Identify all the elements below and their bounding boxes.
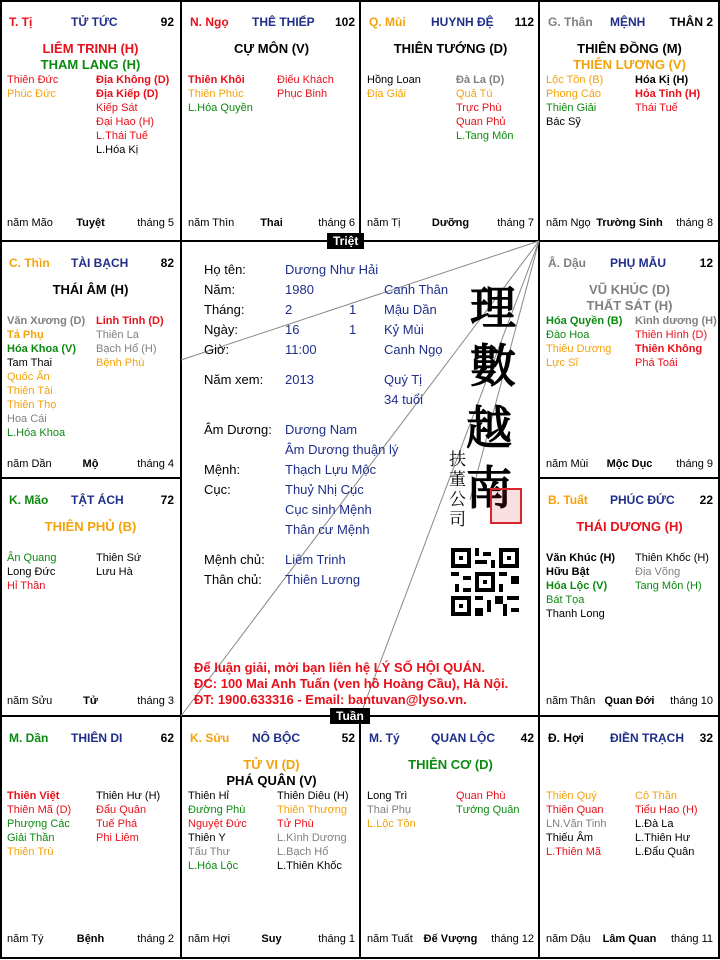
minor-star: Thiếu Dương <box>546 343 612 355</box>
minor-star: Hữu Bật <box>546 566 590 578</box>
footer-stage: Mộ <box>82 458 99 470</box>
minor-star: Kiếp Sát <box>96 102 138 114</box>
menh-value: Thạch Lựu Mộc <box>285 462 377 477</box>
palace-name: TÀI BẠCH <box>71 256 129 270</box>
minor-star: Hồng Loan <box>367 74 421 86</box>
footer-stage: Thai <box>260 217 283 229</box>
minor-star: Thiên Y <box>188 832 226 844</box>
minor-star: Long Trì <box>367 790 408 802</box>
minor-star: Hóa Kị (H) <box>635 74 689 86</box>
footer-month: tháng 1 <box>318 933 355 945</box>
minor-star: Thanh Long <box>546 608 605 620</box>
palace-header <box>9 15 174 31</box>
nam-xem-can: Quý Tị <box>384 372 423 387</box>
minor-stars-right <box>635 73 720 115</box>
minor-star: Ân Quang <box>7 552 57 564</box>
minor-stars-right <box>277 789 365 873</box>
footer-stage: Bệnh <box>76 933 105 945</box>
minor-stars-left <box>188 789 276 873</box>
palace-footer <box>367 933 534 947</box>
palace-ti[interactable] <box>1 1 180 239</box>
minor-star: Phá Toái <box>635 357 678 369</box>
palace-name: TẬT ÁCH <box>71 493 124 507</box>
thang-label: Tháng: <box>204 302 245 317</box>
minor-stars-left <box>188 73 276 115</box>
gio-can: Canh Ngọ <box>384 342 443 357</box>
minor-stars-left <box>367 789 455 831</box>
minor-star: Đào Hoa <box>546 329 590 341</box>
footer-year: năm Ngọ <box>546 217 591 229</box>
palace-position: N. Ngọ <box>190 15 229 29</box>
minor-star: Quốc Ấn <box>7 371 50 383</box>
palace-name: THIÊN DI <box>71 731 123 745</box>
minor-star: Lưu Hà <box>96 566 133 578</box>
palace-header <box>9 731 174 747</box>
footer-month: tháng 3 <box>137 695 174 707</box>
palace-than[interactable] <box>540 1 719 239</box>
palace-position: K. Sửu <box>190 731 230 745</box>
minor-star: Bác Sỹ <box>546 116 581 128</box>
calligraphy-char-1: 理 <box>470 281 516 335</box>
minor-star: Tam Thai <box>7 357 53 369</box>
minor-star: L.Hóa Kị <box>96 144 139 156</box>
calligraphy-char-3: 越 <box>466 401 512 455</box>
minor-star: Thiên Tài <box>7 385 53 397</box>
palace-header <box>190 731 355 747</box>
palace-number: 112 <box>514 15 534 29</box>
minor-star: Thiên Khôi <box>188 74 245 86</box>
footer-month: tháng 7 <box>497 217 534 229</box>
thang-can: Mậu Dần <box>384 302 437 317</box>
palace-header <box>548 256 713 272</box>
minor-stars-right <box>635 551 720 593</box>
minor-star: Phi Liêm <box>96 832 139 844</box>
minor-star: Đường Phù <box>188 804 246 816</box>
main-star: LIÊM TRINH (H) <box>42 41 139 56</box>
palace-hoi[interactable] <box>540 717 719 955</box>
palace-suu[interactable] <box>182 717 361 955</box>
main-star: CỰ MÔN (V) <box>233 41 310 56</box>
minor-star: L.Tang Môn <box>456 130 514 142</box>
palace-header <box>9 493 174 509</box>
minor-star: Thiên La <box>96 329 139 341</box>
minor-star: Tả Phụ <box>7 329 44 341</box>
am-duong-label: Âm Dương: <box>204 422 272 437</box>
palace-number: 82 <box>160 256 174 270</box>
minor-star: Quả Tú <box>456 88 493 100</box>
footer-stage: Tuyệt <box>76 217 105 229</box>
minor-star: Thiên Quan <box>546 804 604 816</box>
footer-stage: Lâm Quan <box>602 933 657 945</box>
palace-position: M. Tý <box>369 731 400 745</box>
minor-star: Hóa Lộc (V) <box>546 580 608 592</box>
cuc-2: Cục sinh Mệnh <box>285 502 372 517</box>
minor-star: Trực Phù <box>456 102 502 114</box>
minor-star: Hỉ Thần <box>7 580 46 592</box>
minor-star: Thiên Hình (D) <box>635 329 708 341</box>
calligraphy-small: 扶董公司 <box>449 450 466 530</box>
palace-position: K. Mão <box>9 493 49 507</box>
am-duong-value: Dương Nam <box>285 422 358 437</box>
minor-star: LN.Văn Tinh <box>546 818 607 830</box>
main-star: THẤT SÁT (H) <box>586 298 673 313</box>
minor-stars-right <box>96 314 184 370</box>
palace-footer <box>546 933 713 947</box>
palace-position: G. Thân <box>548 15 593 29</box>
minor-stars-left <box>546 314 634 370</box>
minor-star: Đà La (D) <box>456 74 505 86</box>
palace-name: TỬ TỨC <box>71 15 118 29</box>
minor-star: Phượng Các <box>7 818 70 830</box>
minor-star: Hoa Cái <box>7 413 47 425</box>
minor-star: Phong Cáo <box>546 88 602 100</box>
minor-star: Thiên Khốc (H) <box>635 552 709 564</box>
palace-footer <box>7 217 174 231</box>
minor-star: Thái Tuế <box>635 102 678 114</box>
palace-number: 32 <box>699 731 713 745</box>
minor-star: Thiên Mã (D) <box>7 804 72 816</box>
minor-stars-right <box>635 789 720 859</box>
minor-star: Tiểu Hao (H) <box>635 804 698 816</box>
nam-value: 1980 <box>285 282 314 297</box>
minor-stars-right <box>96 551 184 579</box>
footer-month: tháng 2 <box>137 933 174 945</box>
footer-month: tháng 6 <box>318 217 355 229</box>
footer-year: năm Mùi <box>546 458 589 470</box>
palace-number: 102 <box>334 15 355 29</box>
palace-mao[interactable] <box>1 479 180 717</box>
minor-stars-left <box>7 789 95 859</box>
palace-header <box>9 256 174 272</box>
minor-star: Hóa Quyền (B) <box>546 315 623 327</box>
ngay-label: Ngày: <box>204 322 238 337</box>
minor-star: L.Thiên Khốc <box>277 860 342 872</box>
contact-line-1: Để luận giải, mời bạn liên hệ LÝ SỐ HỘI QUÁN. <box>194 660 485 675</box>
minor-stars-left <box>546 789 634 859</box>
palace-footer <box>7 933 174 947</box>
palace-number: 62 <box>160 731 174 745</box>
minor-star: L.Bạch Hổ <box>277 846 329 858</box>
nam-label: Năm: <box>204 282 236 297</box>
minor-star: Long Đức <box>7 566 56 578</box>
footer-stage: Đế Vượng <box>423 933 478 945</box>
minor-stars-left <box>546 73 634 129</box>
palace-name: PHÚC ĐỨC <box>610 493 675 507</box>
nam-can: Canh Thân <box>384 282 449 297</box>
main-star: THIÊN CƠ (D) <box>408 757 493 772</box>
palace-number: 22 <box>699 493 713 507</box>
palace-footer <box>546 695 713 709</box>
minor-star: Điếu Khách <box>277 74 334 86</box>
minor-star: Kình dương (H) <box>635 315 717 327</box>
minor-star: Văn Xương (D) <box>7 315 86 327</box>
footer-month: tháng 8 <box>676 217 713 229</box>
main-star: THIÊN TƯỚNG (D) <box>393 41 508 56</box>
minor-star: Thiên Không <box>635 343 703 355</box>
minor-star: Phúc Đức <box>7 88 56 100</box>
palace-header <box>548 15 713 31</box>
main-star: THÁI ÂM (H) <box>52 282 129 297</box>
footer-year: năm Sửu <box>7 695 53 707</box>
minor-star: Tướng Quân <box>456 804 520 816</box>
minor-star: Lực Sĩ <box>546 357 579 369</box>
menh-chu-label: Mệnh chủ: <box>204 552 265 567</box>
minor-star: Tang Môn (H) <box>635 580 702 592</box>
palace-number: 72 <box>160 493 174 507</box>
minor-star: Phục Binh <box>277 88 328 100</box>
minor-star: Thiên Trù <box>7 846 54 858</box>
minor-star: Thiên Thương <box>277 804 348 816</box>
footer-month: tháng 11 <box>670 933 713 945</box>
minor-stars-right <box>277 73 365 101</box>
menh-label: Mệnh: <box>204 462 241 477</box>
minor-star: L.Kình Dương <box>277 832 347 844</box>
palace-position: M. Dần <box>9 731 49 745</box>
palace-number: 42 <box>520 731 534 745</box>
palace-name: ĐIỀN TRẠCH <box>610 731 684 745</box>
main-star: TỬ VI (D) <box>243 757 300 772</box>
footer-year: năm Tý <box>7 933 44 945</box>
contact-line-3: ĐT: 1900.633316 - Email: bantuvan@lyso.vn. <box>194 692 467 707</box>
palace-header <box>548 731 713 747</box>
minor-star: L.Hóa Quyền <box>188 102 253 114</box>
minor-star: Bát Tọa <box>546 594 585 606</box>
minor-star: Bệnh Phù <box>96 357 145 369</box>
palace-number: 12 <box>699 256 713 270</box>
footer-stage: Suy <box>261 933 282 945</box>
am-duong-2: Âm Dương thuận lý <box>285 442 399 457</box>
minor-star: Giải Thần <box>7 832 55 844</box>
minor-stars-right <box>96 789 184 845</box>
minor-star: Lộc Tồn (B) <box>546 74 604 86</box>
thang-value: 2 <box>285 302 293 317</box>
minor-star: L.Đà La <box>635 818 674 830</box>
footer-year: năm Mão <box>7 217 53 229</box>
tuoi-value: 34 tuổi <box>384 392 424 407</box>
palace-name: PHỤ MẪU <box>610 256 666 270</box>
footer-stage: Tử <box>83 695 98 707</box>
minor-star: Địa Kiếp (D) <box>96 88 159 100</box>
minor-star: Hỏa Tinh (H) <box>635 88 701 100</box>
palace-position: B. Tuất <box>548 493 588 507</box>
qr-code <box>451 548 519 616</box>
minor-stars-right <box>456 73 544 143</box>
palace-header <box>190 15 355 31</box>
footer-month: tháng 12 <box>491 933 534 945</box>
footer-year: năm Hợi <box>188 933 231 945</box>
ho-ten-value: Dương Như Hải <box>285 262 379 277</box>
palace-name: QUAN LỘC <box>431 731 495 745</box>
minor-star: Văn Khúc (H) <box>546 552 616 564</box>
main-star: PHÁ QUÂN (V) <box>226 773 317 788</box>
minor-star: Thai Phụ <box>367 804 412 816</box>
minor-star: Đại Hao (H) <box>96 116 155 128</box>
palace-ngo[interactable] <box>182 1 361 239</box>
main-star: THÁI DƯƠNG (H) <box>576 519 683 534</box>
minor-star: L.Đẩu Quân <box>635 846 695 858</box>
minor-star: Thiên Sứ <box>96 552 142 564</box>
than-chu-value: Thiên Lương <box>285 572 361 587</box>
palace-number: THÂN 2 <box>669 15 713 29</box>
minor-star: Bạch Hổ (H) <box>96 343 157 355</box>
than-chu-label: Thân chủ: <box>204 572 262 587</box>
minor-star: Địa Giải <box>367 88 407 100</box>
main-star: THIÊN ĐỒNG (M) <box>577 41 682 56</box>
nam-xem-label: Năm xem: <box>204 372 264 387</box>
minor-star: L.Thiên Hư <box>635 832 691 844</box>
palace-dau[interactable] <box>540 242 719 480</box>
minor-star: Tử Phù <box>277 818 314 830</box>
minor-star: L.Thái Tuế <box>96 130 148 142</box>
palace-footer <box>188 933 355 947</box>
nam-xem-value: 2013 <box>285 372 314 387</box>
footer-year: năm Dần <box>7 458 52 470</box>
cuc-label: Cục: <box>204 482 231 497</box>
minor-stars-left <box>367 73 455 101</box>
palace-footer <box>188 217 355 231</box>
footer-stage: Dưỡng <box>431 217 470 229</box>
minor-star: L.Hóa Lộc <box>188 860 239 872</box>
footer-year: năm Thìn <box>188 217 235 229</box>
minor-star: Tuế Phá <box>96 818 138 830</box>
palace-number: 92 <box>160 15 174 29</box>
footer-year: năm Tuất <box>367 933 413 945</box>
footer-month: tháng 5 <box>137 217 174 229</box>
ngay-can: Kỷ Mùi <box>384 322 424 337</box>
main-star: THIÊN LƯƠNG (V) <box>573 57 686 72</box>
palace-tuat[interactable] <box>540 479 719 717</box>
cuc-value: Thuỷ Nhị Cục <box>285 482 364 497</box>
minor-star: L.Lộc Tồn <box>367 818 416 830</box>
palace-name: MỆNH <box>610 15 646 29</box>
minor-star: Thiên Thọ <box>7 399 57 411</box>
minor-star: Đẩu Quân <box>96 804 147 816</box>
minor-star: Quan Phù <box>456 790 506 802</box>
minor-stars-left <box>7 73 95 101</box>
minor-star: Tấu Thư <box>188 846 231 858</box>
triet-tag: Triệt <box>327 233 364 249</box>
palace-name: HUYNH ĐỆ <box>431 15 494 29</box>
minor-star: Địa Không (D) <box>96 74 170 86</box>
main-star: VŨ KHÚC (D) <box>589 282 670 297</box>
minor-stars-right <box>96 73 184 157</box>
palace-name: NÔ BỘC <box>252 731 300 745</box>
minor-star: Thiên Đức <box>7 74 59 86</box>
main-star: THAM LANG (H) <box>40 57 141 72</box>
footer-stage: Mộc Dục <box>606 458 653 470</box>
cuc-3: Thân cư Mệnh <box>285 522 370 537</box>
minor-star: Thiên Việt <box>7 790 60 802</box>
calligraphy-char-2: 數 <box>470 339 516 393</box>
palace-mui[interactable] <box>361 1 540 239</box>
palace-position: T. Tị <box>9 15 33 29</box>
main-star: THIÊN PHỦ (B) <box>44 519 137 534</box>
palace-footer <box>367 217 534 231</box>
minor-stars-right <box>456 789 544 817</box>
calligraphy-char-4: 南 <box>466 461 512 515</box>
red-seal <box>490 488 522 524</box>
minor-star: L.Thiên Mã <box>546 846 602 858</box>
minor-stars-right <box>635 314 720 370</box>
minor-star: Thiên Hư (H) <box>96 790 161 802</box>
menh-chu-value: Liêm Trinh <box>285 552 346 567</box>
minor-star: Thiên Hỉ <box>188 790 229 802</box>
palace-position: Q. Mùi <box>369 15 406 29</box>
minor-star: Linh Tinh (D) <box>96 315 164 327</box>
minor-star: Thiên Diêu (H) <box>277 790 349 802</box>
minor-stars-left <box>546 551 634 621</box>
minor-star: Nguyệt Đức <box>188 818 247 830</box>
minor-star: Quan Phủ <box>456 116 506 128</box>
palace-header <box>369 15 534 31</box>
palace-position: Â. Dậu <box>548 256 587 270</box>
minor-star: Thiên Phúc <box>188 88 244 100</box>
footer-month: tháng 10 <box>670 695 713 707</box>
footer-month: tháng 9 <box>676 458 713 470</box>
palace-header <box>369 731 534 747</box>
minor-star: Thiếu Âm <box>546 832 594 844</box>
thang-am: 1 <box>349 302 357 317</box>
footer-stage: Trường Sinh <box>596 217 663 229</box>
palace-thin[interactable] <box>1 242 180 480</box>
palace-position: C. Thìn <box>9 256 50 270</box>
footer-stage: Quan Đới <box>604 695 655 707</box>
palace-name: THÊ THIẾP <box>252 15 315 29</box>
gio-label: Giờ: <box>204 342 230 357</box>
minor-stars-left <box>7 314 95 440</box>
contact-line-2: ĐC: 100 Mai Anh Tuấn (ven hồ Hoàng Cầu), Hà Nội. <box>194 676 509 691</box>
palace-header <box>548 493 713 509</box>
ngay-value: 16 <box>285 322 300 337</box>
palace-ty[interactable] <box>361 717 540 955</box>
footer-year: năm Dậu <box>546 933 591 945</box>
palace-dan[interactable] <box>1 717 180 955</box>
ngay-am: 1 <box>349 322 357 337</box>
palace-number: 52 <box>341 731 355 745</box>
palace-footer <box>546 217 713 231</box>
ho-ten-label: Họ tên: <box>204 262 246 277</box>
tuan-tag: Tuần <box>330 708 370 724</box>
minor-star: L.Hóa Khoa <box>7 427 66 439</box>
footer-year: năm Thân <box>546 695 596 707</box>
minor-star: Địa Võng <box>635 566 681 578</box>
footer-month: tháng 4 <box>137 458 174 470</box>
palace-footer <box>546 458 713 472</box>
minor-star: Thiên Giải <box>546 102 597 114</box>
palace-footer <box>7 695 174 709</box>
palace-position: Đ. Hợi <box>548 731 584 745</box>
minor-stars-left <box>7 551 95 593</box>
footer-year: năm Tị <box>367 217 401 229</box>
gio-value: 11:00 <box>285 342 317 357</box>
minor-star: Cô Thần <box>635 790 677 802</box>
minor-star: Hóa Khoa (V) <box>7 343 77 355</box>
palace-footer <box>7 458 174 472</box>
minor-star: Thiên Quý <box>546 790 597 802</box>
